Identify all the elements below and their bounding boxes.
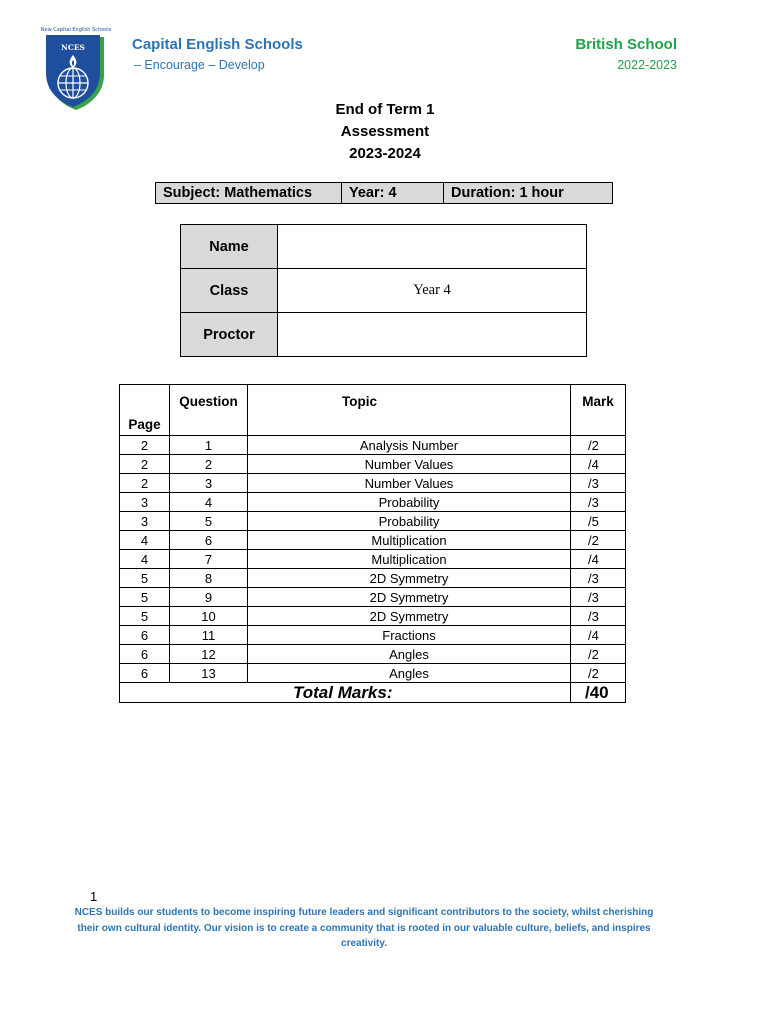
- marks-body: [120, 436, 626, 683]
- year-cell: Year: 4: [342, 183, 444, 203]
- header-topic: Topic: [248, 385, 571, 436]
- school-name: Capital English Schools: [132, 36, 303, 53]
- cell-mark: /3: [571, 569, 626, 588]
- cell-topic: Number Values: [248, 474, 571, 493]
- total-value: /40: [571, 683, 626, 703]
- cell-mark: /3: [571, 474, 626, 493]
- school-year: 2022-2023: [617, 58, 677, 72]
- cell-mark: /2: [571, 645, 626, 664]
- cell-page: 3: [120, 512, 170, 531]
- cell-mark: /3: [571, 493, 626, 512]
- cell-question: 6: [170, 531, 248, 550]
- table-row: [120, 474, 626, 493]
- name-row: [181, 225, 587, 269]
- table-row: [120, 436, 626, 455]
- title-line-2: Assessment: [340, 123, 430, 140]
- name-label: Name: [181, 225, 278, 269]
- cell-mark: /4: [571, 455, 626, 474]
- cell-topic: 2D Symmetry: [248, 607, 571, 626]
- cell-question: 5: [170, 512, 248, 531]
- cell-topic: Multiplication: [248, 531, 571, 550]
- table-row: [120, 588, 626, 607]
- name-field[interactable]: [278, 225, 587, 269]
- cell-topic: Angles: [248, 664, 571, 683]
- cell-page: 5: [120, 569, 170, 588]
- cell-page: 3: [120, 493, 170, 512]
- subject-cell: Subject: Mathematics: [156, 183, 342, 203]
- cell-question: 2: [170, 455, 248, 474]
- title-line-3: 2023-2024: [349, 145, 421, 162]
- marks-table: [119, 384, 626, 703]
- cell-question: 12: [170, 645, 248, 664]
- cell-page: 2: [120, 436, 170, 455]
- student-info-table: [180, 224, 587, 357]
- table-row: [120, 531, 626, 550]
- table-row: [120, 607, 626, 626]
- cell-topic: 2D Symmetry: [248, 569, 571, 588]
- cell-mark: /3: [571, 588, 626, 607]
- header-question: Question: [170, 385, 248, 436]
- cell-topic: Number Values: [248, 455, 571, 474]
- duration-cell: Duration: 1 hour: [451, 185, 564, 201]
- logo-text: NCES: [61, 43, 85, 52]
- cell-mark: /5: [571, 512, 626, 531]
- class-label: Class: [181, 269, 278, 313]
- school-type: British School: [575, 36, 677, 53]
- table-row: [120, 455, 626, 474]
- cell-mark: /2: [571, 531, 626, 550]
- cell-page: 4: [120, 531, 170, 550]
- class-row: [181, 269, 587, 313]
- cell-question: 11: [170, 626, 248, 645]
- cell-question: 13: [170, 664, 248, 683]
- cell-page: 5: [120, 588, 170, 607]
- cell-topic: Multiplication: [248, 550, 571, 569]
- table-row: [120, 569, 626, 588]
- logo-caption: New Capital English Schools: [40, 27, 112, 33]
- cell-question: 1: [170, 436, 248, 455]
- cell-question: 4: [170, 493, 248, 512]
- footer-vision: NCES builds our students to become inspiring future leaders and significant contributors to the society, whilst cherishing their own cultural identity. Our vision is to create a community that is rooted in our valuable culture, beliefs, and inspires creativity.: [74, 907, 654, 949]
- table-row: [120, 493, 626, 512]
- cell-page: 2: [120, 474, 170, 493]
- cell-mark: /4: [571, 626, 626, 645]
- cell-mark: /2: [571, 664, 626, 683]
- page-number: 1: [90, 889, 98, 904]
- table-row: [120, 664, 626, 683]
- table-row: [120, 550, 626, 569]
- title-line-1: End of Term 1: [335, 101, 435, 118]
- table-row: [120, 626, 626, 645]
- school-motto: – Encourage – Develop: [134, 58, 265, 72]
- cell-question: 10: [170, 607, 248, 626]
- cell-question: 3: [170, 474, 248, 493]
- subject-bar: [155, 182, 613, 204]
- table-row: [120, 645, 626, 664]
- cell-page: 5: [120, 607, 170, 626]
- header-mark: Mark: [571, 385, 626, 436]
- cell-question: 7: [170, 550, 248, 569]
- cell-topic: 2D Symmetry: [248, 588, 571, 607]
- table-row: [120, 512, 626, 531]
- cell-topic: Probability: [248, 493, 571, 512]
- cell-topic: Analysis Number: [248, 436, 571, 455]
- cell-topic: Probability: [248, 512, 571, 531]
- total-label: Total Marks:: [120, 683, 571, 703]
- proctor-field[interactable]: [278, 313, 587, 357]
- header-page: Page: [120, 385, 170, 436]
- school-logo: [44, 33, 108, 111]
- cell-page: 6: [120, 664, 170, 683]
- proctor-label: Proctor: [181, 313, 278, 357]
- cell-mark: /4: [571, 550, 626, 569]
- proctor-row: [181, 313, 587, 357]
- cell-topic: Angles: [248, 645, 571, 664]
- cell-page: 4: [120, 550, 170, 569]
- cell-mark: /2: [571, 436, 626, 455]
- cell-question: 8: [170, 569, 248, 588]
- cell-topic: Fractions: [248, 626, 571, 645]
- document-title: [260, 99, 510, 165]
- class-field[interactable]: Year 4: [278, 269, 587, 313]
- cell-page: 6: [120, 626, 170, 645]
- cell-mark: /3: [571, 607, 626, 626]
- cell-question: 9: [170, 588, 248, 607]
- cell-page: 6: [120, 645, 170, 664]
- cell-page: 2: [120, 455, 170, 474]
- marks-header-row: [120, 385, 626, 436]
- total-row: [120, 683, 626, 703]
